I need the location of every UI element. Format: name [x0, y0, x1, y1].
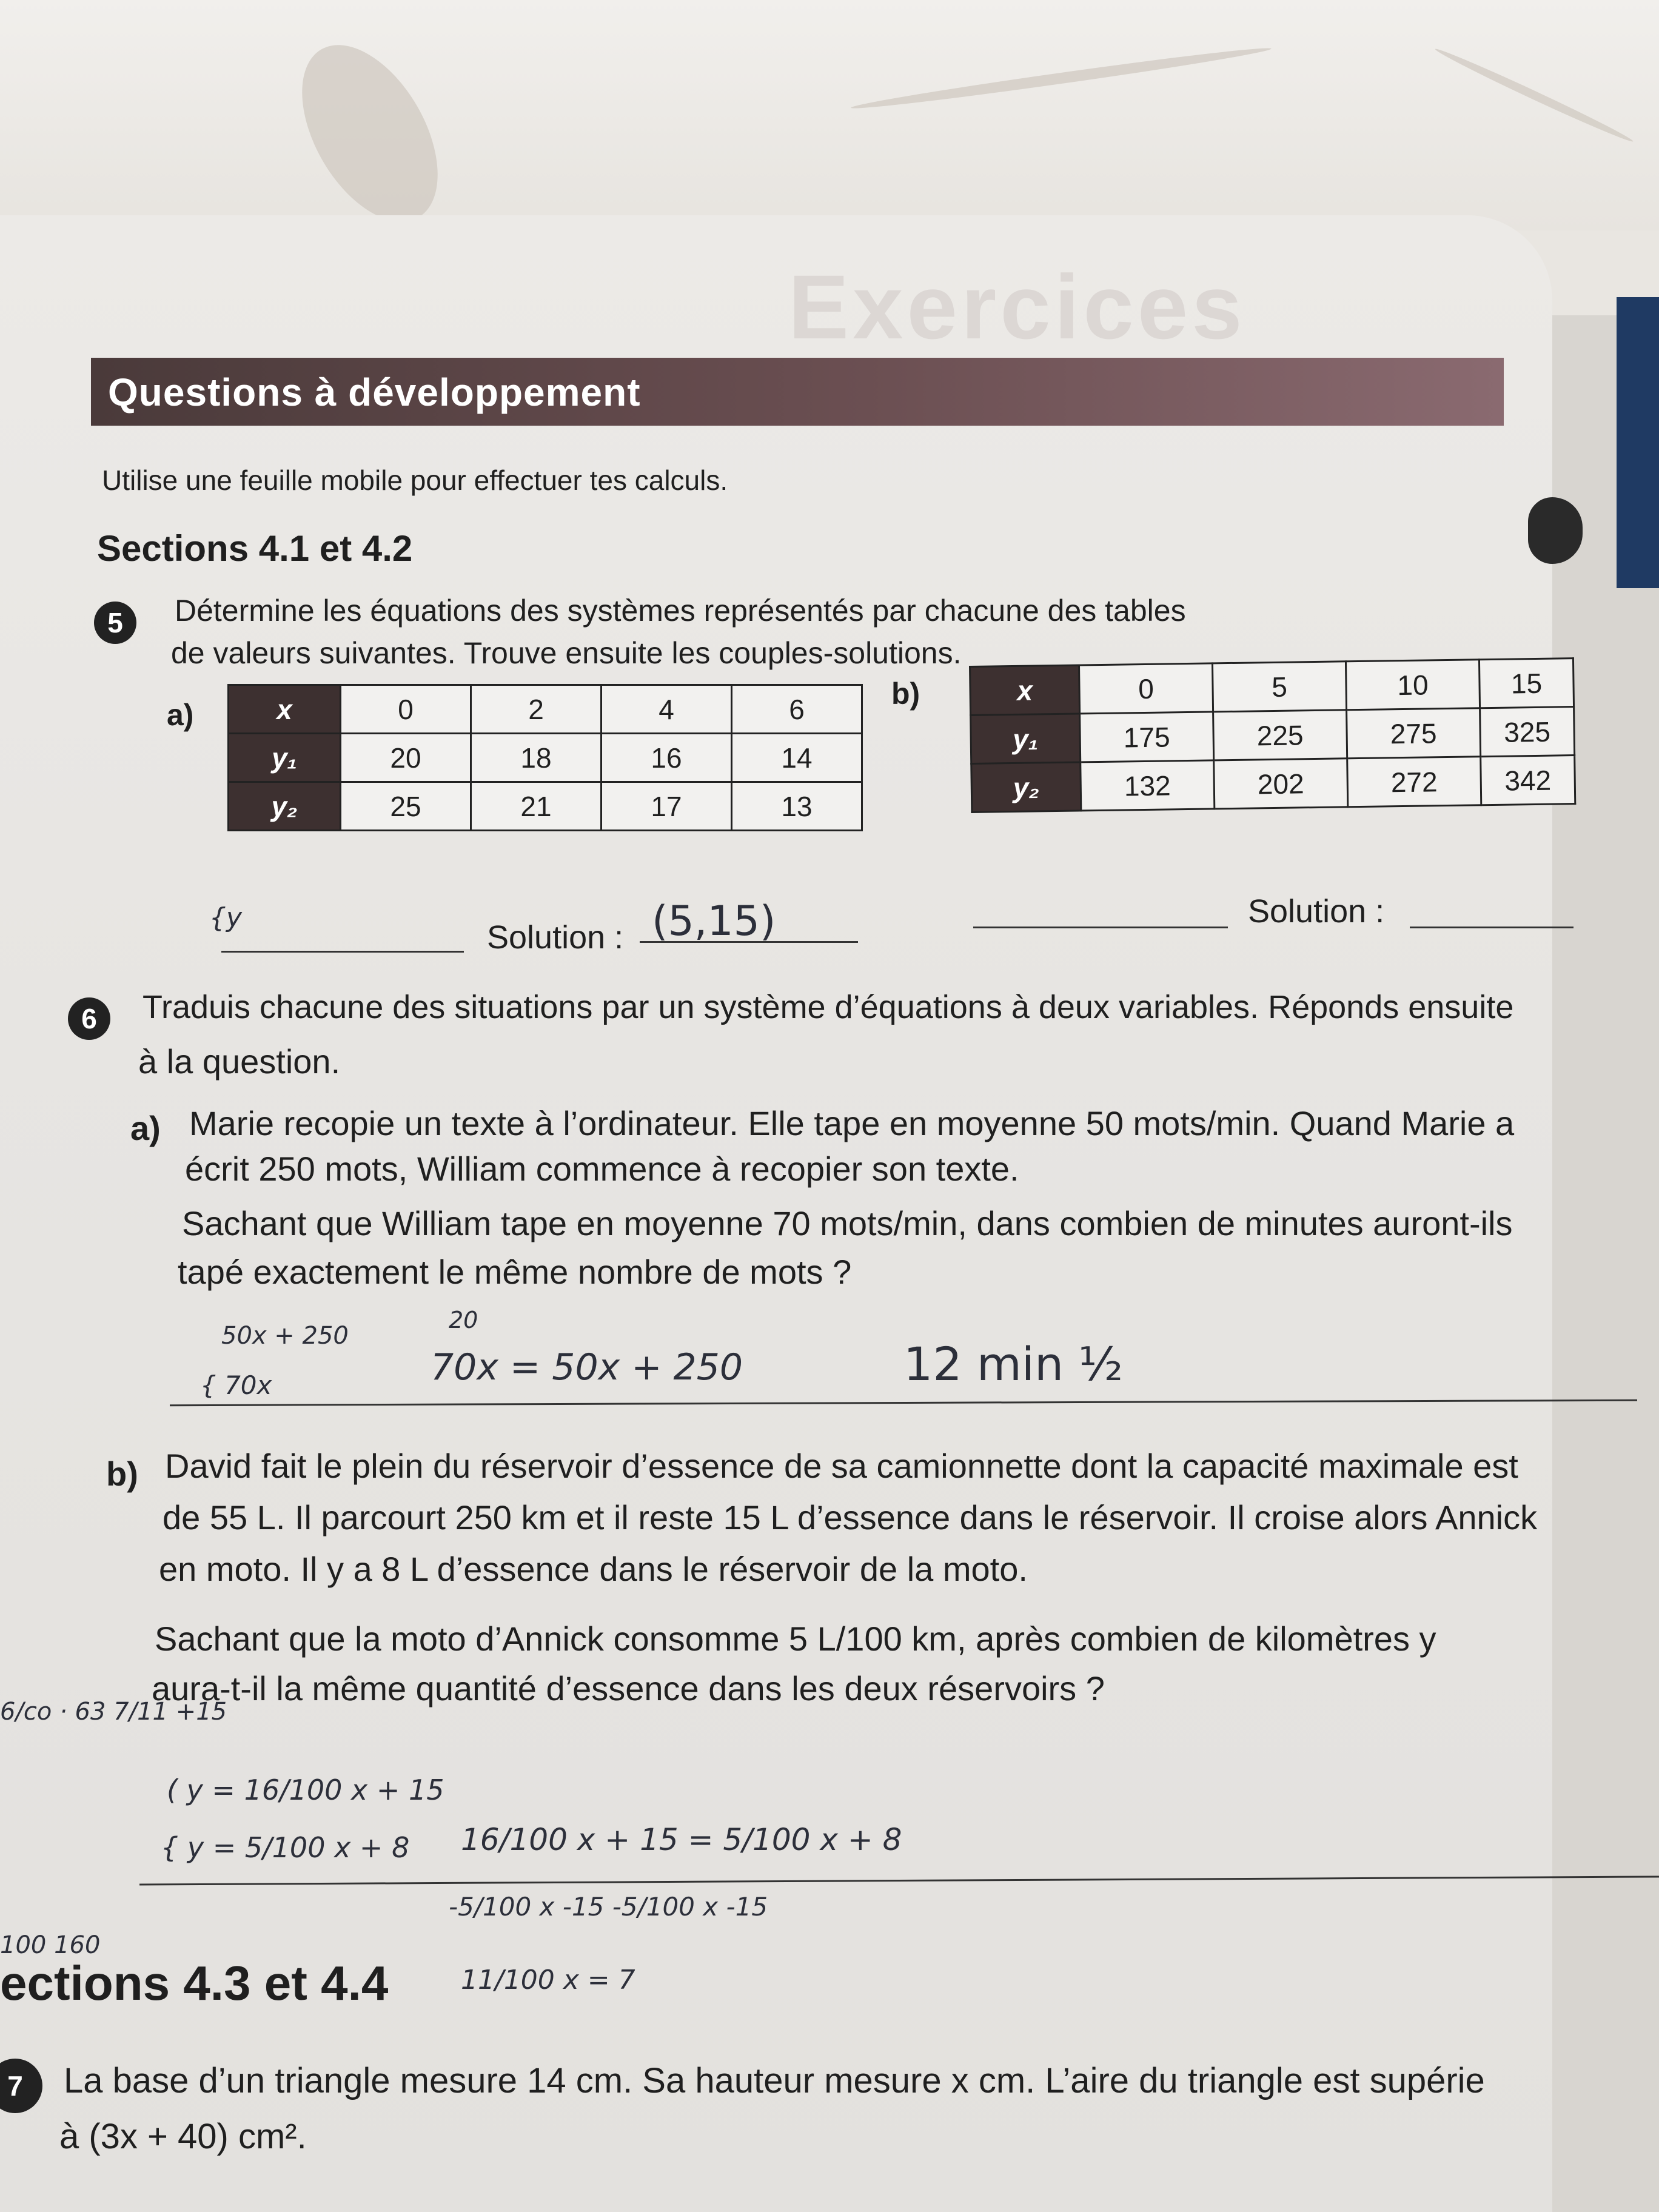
handwritten-work: 16/100 x + 15 = 5/100 x + 8 [461, 1822, 902, 1857]
question-text: de 55 L. Il parcourt 250 km et il reste 15 L d’essence dans le réservoir. Il croise alors Annick [163, 1498, 1538, 1537]
handwritten-note: 50x + 250 [221, 1322, 349, 1350]
question-text: aura-t-il la même quantité d’essence dans les deux réservoirs ? [152, 1669, 1105, 1708]
solution-label: Solution : [1248, 893, 1385, 930]
part-label: a) [130, 1109, 161, 1147]
table-cell: 21 [471, 782, 602, 831]
table-cell: 10 [1346, 660, 1480, 710]
question-number: 6 [68, 997, 110, 1040]
section-heading: ections 4.3 et 4.4 [0, 1956, 389, 2010]
table-cell: 13 [732, 782, 862, 831]
table-cell: 25 [341, 782, 471, 831]
blue-tab [1617, 297, 1659, 588]
table-cell: 175 [1080, 712, 1214, 762]
question-number: 7 [0, 2059, 42, 2113]
section-banner [91, 358, 1504, 426]
question-text: Marie recopie un texte à l’ordinateur. Elle tape en moyenne 50 mots/min. Quand Marie a [189, 1104, 1515, 1142]
question-text: Traduis chacune des situations par un système d’équations à deux variables. Réponds ensuite [142, 989, 1514, 1025]
handwritten-margin-note: 6/co · 63 7/11 +15 [0, 1698, 227, 1726]
handwritten-note: { y = 5/100 x + 8 [161, 1831, 410, 1864]
banner-title: Questions à développement [108, 370, 641, 414]
question-text: Sachant que William tape en moyenne 70 mots/min, dans combien de minutes auront-ils [182, 1204, 1513, 1242]
values-table [969, 657, 1576, 813]
table-header-cell: y₂ [229, 782, 341, 831]
handwritten-note: ( y = 16/100 x + 15 [167, 1774, 444, 1806]
table-cell: 0 [341, 685, 471, 734]
answer-line [973, 927, 1228, 928]
table-cell: 202 [1214, 759, 1348, 809]
question-text: Sachant que la moto d’Annick consomme 5 L/100 km, après combien de kilomètres y [155, 1620, 1436, 1658]
solution-label: Solution : [487, 919, 624, 956]
handwritten-work: 70x = 50x + 250 [431, 1346, 743, 1389]
marble-vein [850, 43, 1272, 113]
values-table [227, 684, 863, 831]
handwritten-note: { 70x [200, 1370, 272, 1400]
table-cell: 132 [1081, 760, 1215, 811]
table-header-cell: x [229, 685, 341, 734]
handwritten-work: -5/100 x -15 -5/100 x -15 [449, 1892, 768, 1922]
part-label: a) [167, 698, 194, 732]
answer-line [221, 951, 464, 953]
page-edge [1552, 315, 1659, 2212]
table-cell: 20 [341, 734, 471, 782]
table-cell: 15 [1479, 659, 1574, 708]
question-text: La base d’un triangle mesure 14 cm. Sa hauteur mesure x cm. L’aire du triangle est supérie [64, 2061, 1485, 2100]
handwritten-margin-note: 100 160 [0, 1931, 101, 1959]
question-text: tapé exactement le même nombre de mots ? [178, 1253, 852, 1291]
table-header-cell: y₁ [229, 734, 341, 782]
question-text: à (3x + 40) cm². [59, 2117, 307, 2156]
handwritten-answer: (5,15) [652, 897, 776, 945]
part-label: b) [891, 677, 920, 711]
table-cell: 275 [1347, 708, 1481, 759]
table-cell: 16 [602, 734, 732, 782]
table-header-cell: y₂ [971, 762, 1081, 813]
page-tab [1528, 497, 1583, 564]
question-number: 5 [94, 602, 136, 644]
handwritten-work: 11/100 x = 7 [461, 1965, 635, 1996]
table-cell: 6 [732, 685, 862, 734]
marble-vein [1433, 45, 1635, 146]
question-text: David fait le plein du réservoir d’essence de sa camionnette dont la capacité maximale est [165, 1447, 1518, 1485]
instruction-text: Utilise une feuille mobile pour effectuer tes calculs. [102, 464, 728, 496]
table-cell: 14 [732, 734, 862, 782]
table-cell: 225 [1213, 710, 1347, 760]
table-cell: 5 [1212, 662, 1346, 712]
question-text: en moto. Il y a 8 L d’essence dans le réservoir de la moto. [159, 1550, 1028, 1588]
table-header-cell: x [970, 665, 1080, 716]
table-cell: 18 [471, 734, 602, 782]
table-cell: 2 [471, 685, 602, 734]
handwritten-note: 20 [449, 1307, 478, 1333]
table-cell: 342 [1481, 756, 1575, 805]
table-cell: 272 [1347, 757, 1481, 807]
handwritten-answer: 12 min ½ [903, 1337, 1124, 1391]
table-cell: 17 [602, 782, 732, 831]
table-cell: 4 [602, 685, 732, 734]
question-text: à la question. [138, 1042, 341, 1081]
watermark-text: Exercices [788, 256, 1246, 358]
marble-vein [274, 22, 466, 244]
question-text: écrit 250 mots, William commence à recopier son texte. [185, 1150, 1019, 1188]
table-cell: 325 [1480, 707, 1575, 757]
table-header-cell: y₁ [971, 714, 1081, 764]
section-heading: Sections 4.1 et 4.2 [97, 528, 413, 569]
question-text: de valeurs suivantes. Trouve ensuite les couples-solutions. [171, 636, 962, 670]
part-label: b) [106, 1455, 138, 1493]
question-text: Détermine les équations des systèmes représentés par chacune des tables [175, 594, 1186, 628]
table-cell: 0 [1079, 663, 1213, 714]
answer-line [1410, 927, 1574, 928]
marble-background [0, 0, 1659, 230]
handwritten-note: {y [209, 902, 243, 933]
